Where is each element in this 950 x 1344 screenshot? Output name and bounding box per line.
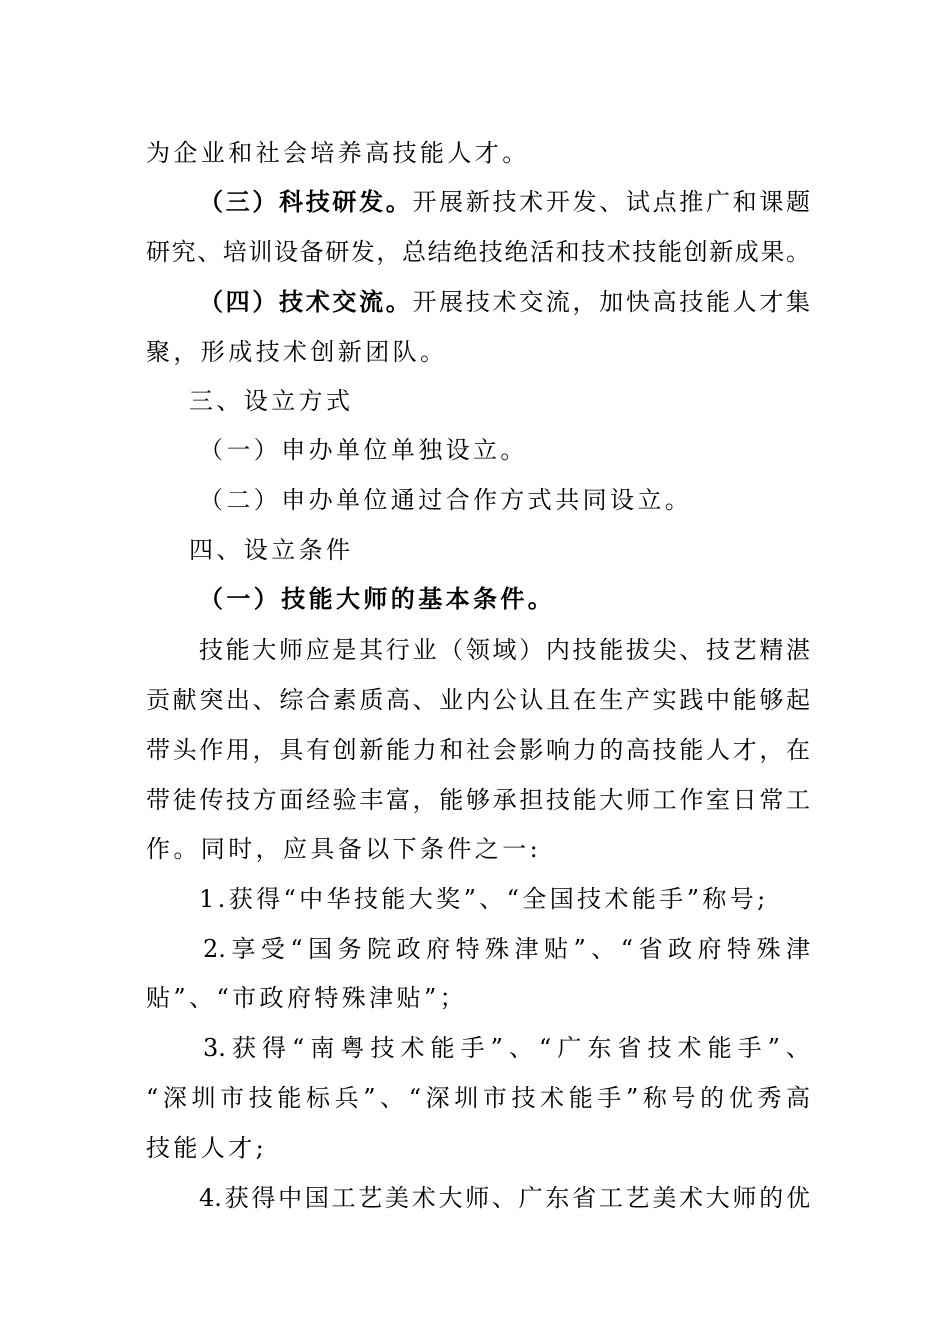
list-item: （二）申办单位通过合作方式共同设立。: [199, 486, 693, 514]
numbered-item: 3.获得“南粤技术能手”、“广东省技术能手”、: [203, 1034, 810, 1062]
text-line: “深圳市技能标兵”、“深圳市技术能手”称号的优秀高: [146, 1084, 810, 1112]
text-line: 技能人才;: [146, 1134, 268, 1162]
subsection-heading: （一）技能大师的基本条件。: [199, 584, 556, 613]
numbered-item: 1.获得“中华技能大奖”、“全国技术能手”称号;: [199, 885, 769, 913]
text-line: 贴”、“市政府特殊津贴”；: [146, 984, 468, 1012]
text-line: 作。同时，应具备以下条件之一:: [146, 835, 542, 863]
list-item: （一）申办单位单独设立。: [199, 436, 528, 464]
numbered-item: 4.获得中国工艺美术大师、广东省工艺美术大师的优: [199, 1184, 810, 1212]
numbered-item: 2.享受“国务院政府特殊津贴”、“省政府特殊津: [203, 935, 810, 963]
section-heading-four: （四）技术交流。: [199, 287, 413, 316]
text-line: 聚，形成技术创新团队。: [146, 338, 448, 366]
text-line: 带头作用，具有创新能力和社会影响力的高技能人才，在: [146, 736, 810, 764]
text-line: 为企业和社会培养高技能人才。: [146, 139, 530, 167]
text-line: 研究、培训设备研发，总结绝技绝活和技术技能创新成果。: [146, 238, 810, 266]
chapter-heading-establishment-conditions: 四、设立条件: [189, 536, 354, 564]
chapter-heading-establishment-method: 三、设立方式: [189, 387, 354, 415]
text-line: 贡献突出、综合素质高、业内公认且在生产实践中能够起: [146, 686, 810, 714]
section-heading-three: （三）科技研发。: [199, 187, 413, 216]
section-three-paragraph: [199, 186, 810, 218]
section-four-paragraph: [199, 286, 810, 318]
text-run: 开展新技术开发、试点推广和课题: [412, 188, 811, 216]
text-run: 开展技术交流，加快高技能人才集: [412, 288, 811, 316]
text-line: 带徒传技方面经验丰富，能够承担技能大师工作室日常工: [146, 786, 810, 814]
text-line: 技能大师应是其行业（领域）内技能拔尖、技艺精湛: [199, 636, 810, 664]
